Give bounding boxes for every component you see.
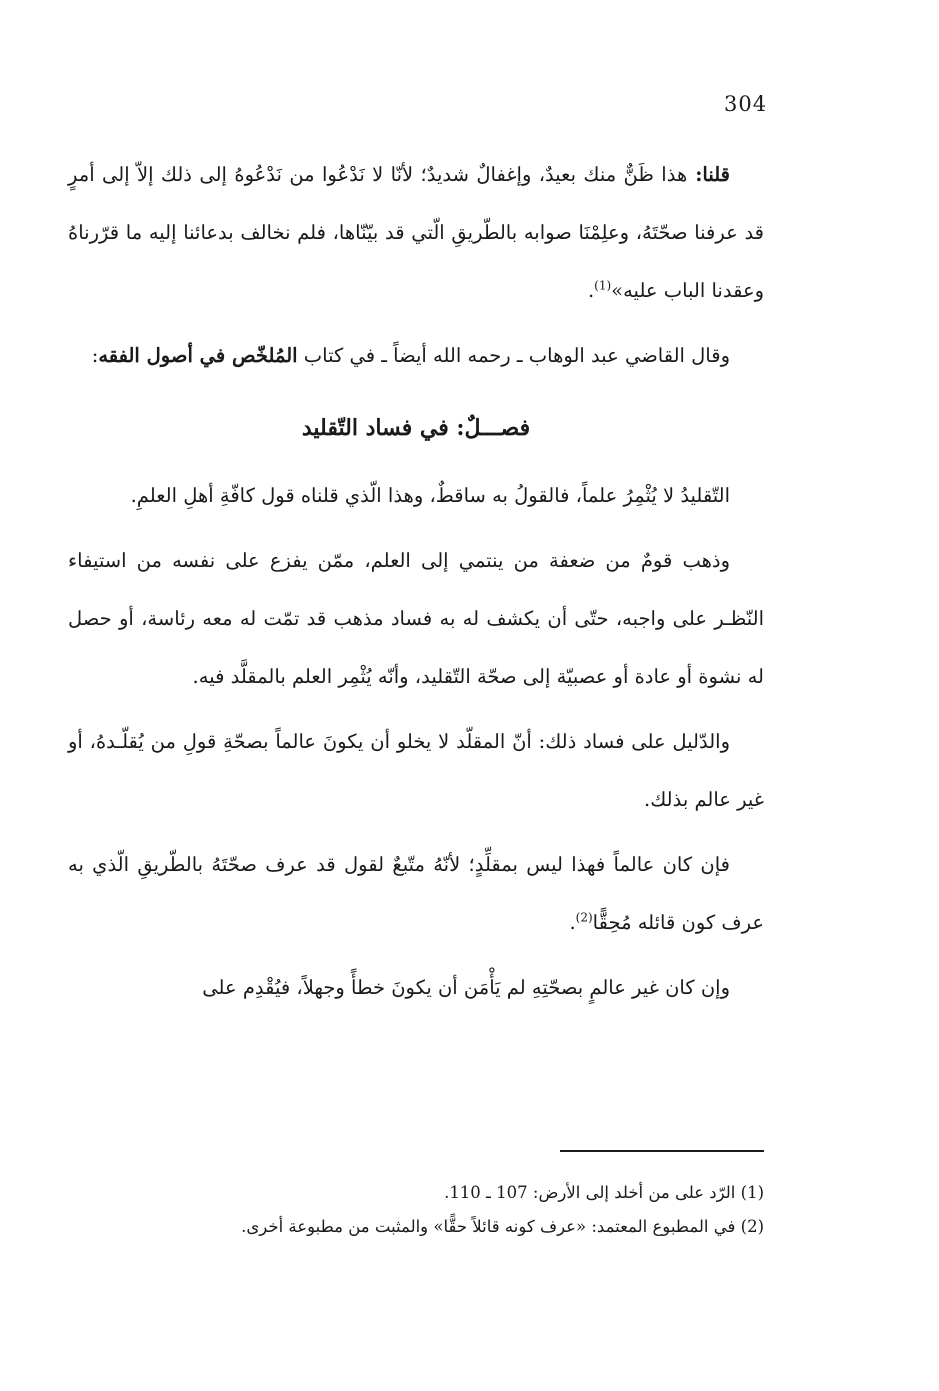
body-text: [68, 146, 764, 1024]
paragraph: التّقليدُ لا يُثْمِرُ علماً، فالقولُ به ساقطٌ، وهذا الّذي قلناه قول كافّةِ أهلِ العلمِ.: [130, 484, 730, 507]
paragraph: [68, 836, 764, 952]
paragraph: والدّليل على فساد ذلك: أنّ المقلّد لا يخلو أن يكونَ عالماً بصحّةِ قولِ من يُقلّـدهُ، أو غير عالم بذلك.: [68, 730, 764, 811]
paragraph-text: فإن كان عالماً فهذا ليس بمقلِّدٍ؛ لأنّهُ متّبعٌ لقول قد عرف صحّتَهُ بالطّريقِ الّذي به عرف كون قائله مُحِقًّا: [68, 853, 764, 934]
paragraph-end: :: [91, 344, 99, 367]
paragraph-end: .: [587, 279, 595, 302]
footnote-ref[interactable]: (2): [575, 910, 593, 925]
footnotes: [68, 1176, 764, 1244]
footnote-divider: [560, 1150, 764, 1152]
book-title: المُلخّص في أصول الفقه: [98, 344, 298, 367]
paragraph-text: هذا ظَنٌّ منك بعيدٌ، وإغفالٌ شديدٌ؛ لأنّا لا نَدْعُوا من نَدْعُوهُ إلى ذلك إلاّ إلى أمرٍ قد عرفنا صحّتَهُ، وعلِمْنَا صوابه بالطّريقِ الّتي قد بيّنّاها، فلم نخالف بدعائنا إليه ما قرّرناهُ وعقدنا الباب عليه»: [68, 163, 764, 302]
section-heading: فصـــلٌ: في فساد التّقليد: [301, 415, 531, 441]
footnote-ref[interactable]: (1): [594, 278, 612, 293]
footnote-item: (1) الرّد على من أخلد إلى الأرض: 107 ـ 110.: [444, 1183, 764, 1202]
paragraph-text: وقال القاضي عبد الوهاب ـ رحمه الله أيضاً ـ في كتاب: [297, 344, 730, 367]
paragraph: [68, 327, 764, 385]
paragraph: [68, 146, 764, 320]
footnote-item: (2) في المطبوع المعتمد: «عرف كونه قائلاً حقًّا» والمثبت من مطبوعة أخرى.: [241, 1217, 764, 1236]
paragraph-lead: قلنا:: [687, 163, 731, 186]
paragraph: وإن كان غير عالمٍ بصحّتِهِ لم يَأْمَن أن يكونَ خطأً وجهلاً، فيُقْدِم على: [202, 976, 730, 999]
page-number: 304: [724, 92, 768, 116]
paragraph-end: .: [569, 911, 576, 934]
paragraph: وذهب قومٌ من ضعفة من ينتمي إلى العلم، ممّن يفزع على نفسه من استيفاء النّظـر على واجبه، حتّى أن يكشف له به فساد مذهب قد تمّت له معه رئاسة، أو حصل له نشوة أو عادة أو عصبيّة إلى صحّة التّقليد، وأنّه يُثْمِر العلم بالمقلَّد فيه.: [68, 549, 764, 688]
